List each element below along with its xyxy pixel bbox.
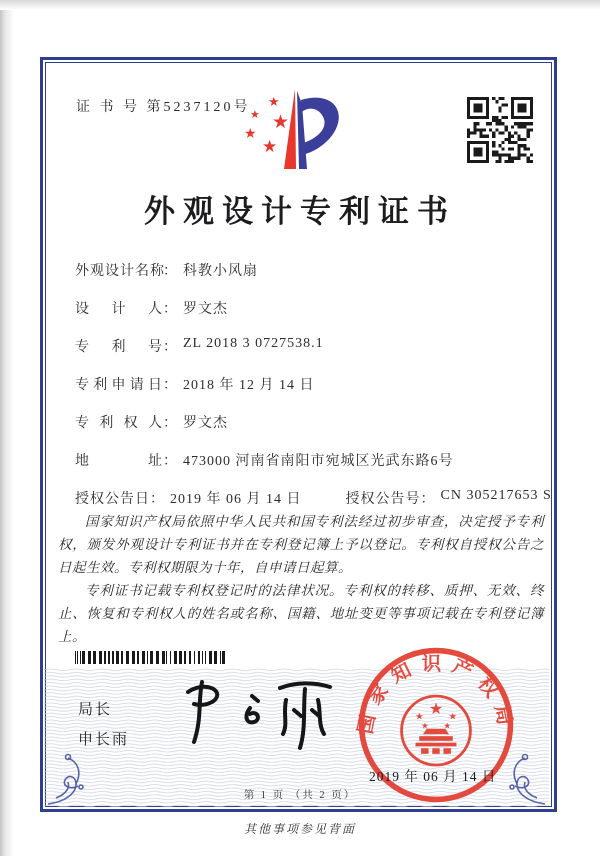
field-row-design-name <box>75 260 535 298</box>
svg-text:★: ★ <box>421 721 429 731</box>
field-list <box>75 260 552 526</box>
svg-text:国家知识产权局 <box>354 652 517 736</box>
seal-date: 2019 年 06 月 14 日 <box>369 769 497 784</box>
field-value: 罗文杰 <box>183 416 228 431</box>
field-value: 2018 年 12 月 14 日 <box>183 378 315 393</box>
svg-text:★: ★ <box>415 712 424 723</box>
seal-text: 国家知识产权局 <box>355 654 517 736</box>
field-value: 罗文杰 <box>183 302 228 317</box>
field-row-patentee <box>75 412 535 450</box>
svg-text:★: ★ <box>272 112 290 133</box>
field-label: 外观设计名称 <box>75 264 165 279</box>
signature-icon <box>168 668 343 768</box>
field-colon: ： <box>163 264 177 279</box>
national-emblem-icon <box>402 696 471 765</box>
field-label: 设计人 <box>75 302 163 317</box>
field-label: 专利权人 <box>75 416 163 431</box>
field-value: CN 305217653 S <box>440 488 552 503</box>
certificate-number: 证 书 号 第5237120号 <box>76 100 251 115</box>
field-row-filing-date <box>75 374 535 412</box>
field-label: 授权公告号 <box>345 492 421 507</box>
field-colon: ： <box>163 454 177 469</box>
legal-text <box>58 510 544 648</box>
svg-text:★: ★ <box>262 137 278 156</box>
legal-paragraph-1: 国家知识产权局依照中华人民共和国专利法经过初步审查，决定授予专利权，颁发外观设计专利证书并在专利登记簿上予以登记。专利权自授权公告之日起生效。专利权期限为十年，自申请日起算。 <box>58 514 544 575</box>
field-colon: ： <box>163 416 177 431</box>
director-title: 局长 <box>78 701 113 718</box>
field-value: 473000 河南省南阳市宛城区光武东路6号 <box>183 454 454 469</box>
qr-code-icon <box>467 97 533 163</box>
scan-shadow <box>0 0 14 856</box>
certificate-title: 外观设计专利证书 <box>144 194 456 229</box>
svg-text:★: ★ <box>250 109 260 121</box>
field-label: 授权公告日 <box>75 492 150 507</box>
field-row-patent-no <box>75 336 535 374</box>
back-side-note: 其他事项参见背面 <box>243 822 356 836</box>
director-block <box>78 698 129 758</box>
field-value: ZL 2018 3 0727538.1 <box>183 336 324 351</box>
svg-text:★: ★ <box>448 712 457 723</box>
page-number: 第 1 页 （共 2 页） <box>243 790 357 801</box>
field-colon: ： <box>163 378 177 393</box>
field-colon: ： <box>163 340 177 355</box>
svg-text:★: ★ <box>244 127 257 142</box>
field-label: 专利申请日 <box>75 378 163 393</box>
director-name: 申长雨 <box>78 731 130 748</box>
svg-text:★: ★ <box>428 700 444 718</box>
field-value: 2019 年 06 月 14 日 <box>170 492 302 507</box>
field-label: 专利号 <box>75 340 163 355</box>
field-colon: ： <box>150 492 164 507</box>
field-colon: ： <box>420 492 435 507</box>
svg-text:★: ★ <box>268 94 280 109</box>
field-row-address <box>75 450 535 488</box>
field-row-designer <box>75 298 535 336</box>
field-value: 科教小风扇 <box>183 264 258 279</box>
scan-shadow <box>0 0 600 10</box>
legal-paragraph-2: 专利证书记载专利权登记时的法律状况。专利权的转移、质押、无效、终止、恢复和专利权人的姓名或名称、国籍、地址变更等事项记载在专利登记簿上。 <box>58 583 544 644</box>
field-colon: ： <box>163 302 177 317</box>
barcode-icon <box>75 651 228 664</box>
svg-text:★: ★ <box>443 721 451 731</box>
cnipa-logo-icon <box>238 86 356 172</box>
field-label: 地址 <box>75 454 163 469</box>
